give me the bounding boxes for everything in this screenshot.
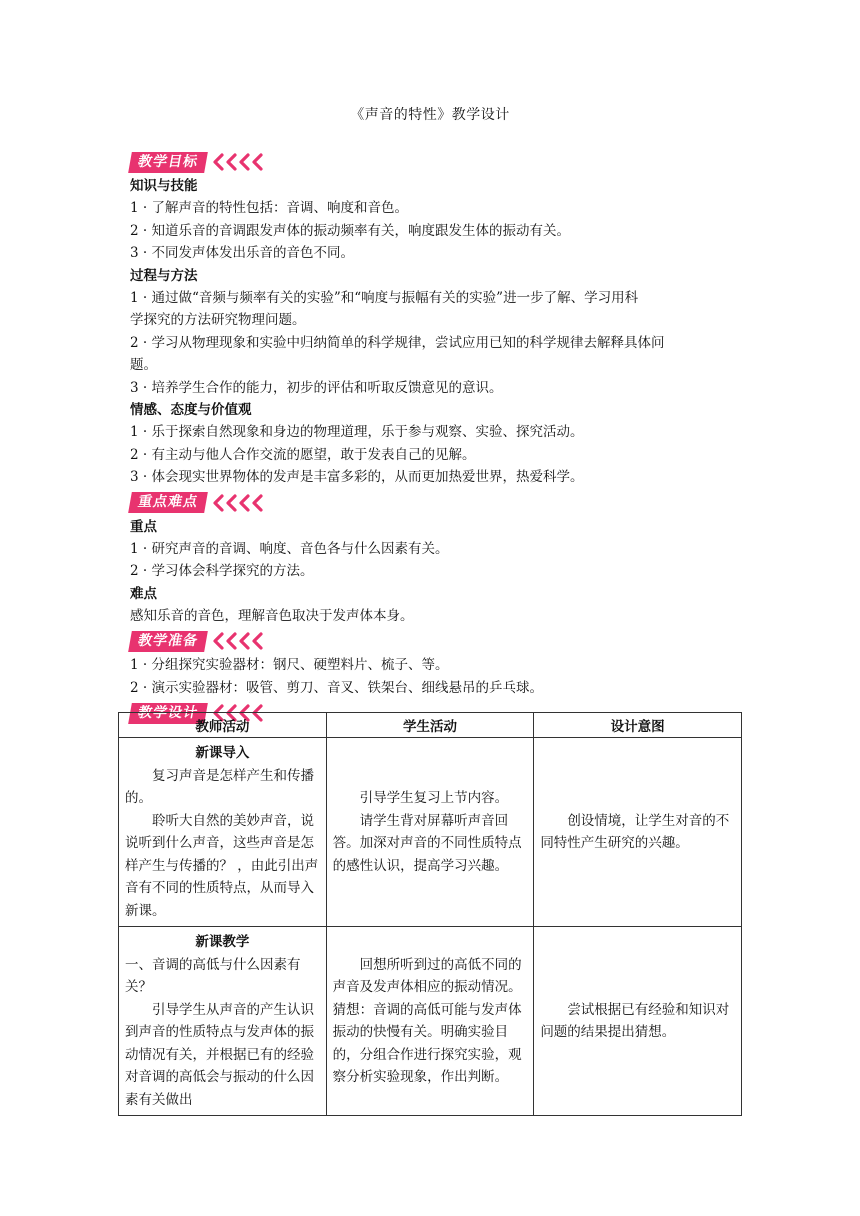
list-item: 2 · 有主动与他人合作交流的愿望，敢于发表自己的见解。 [130,446,476,463]
list-item: 1 · 研究声音的音调、响度、音色各与什么因素有关。 [130,540,449,557]
list-item: 2 · 学习体会科学探究的方法。 [130,563,314,579]
banner-label: 重点难点 [128,492,208,513]
list-item: 1 · 了解声音的特性包括：音调、响度和音色。 [130,200,408,216]
list-item: 1 · 通过做“音频与频率有关的实验”和“响度与振幅有关的实验”进一步了解、学习用科 [130,289,639,306]
cell-paragraph: 创设情境，让学生对音的不同特性产生研究的兴趣。 [540,812,730,851]
chevron-arrows-icon [212,494,264,512]
design-intent-cell [534,738,742,927]
cell-title: 新课教学 [195,934,250,950]
banner-label: 教学目标 [128,152,208,173]
list-item: 2 · 学习从物理现象和实验中归纳简单的科学规律，尝试应用已知的科学规律去解释具体问 [130,334,665,351]
list-item: 题。 [130,357,157,373]
student-activity-cell [326,738,534,927]
cell-paragraph: 一、音调的高低与什么因素有关？ [125,956,301,995]
chevron-left-icon [251,153,263,171]
teacher-activity-cell [119,738,327,927]
cell-paragraph: 聆听大自然的美妙声音，说说听到什么声音，这些声音是怎样产生与传播的？ ，由此引出声音有不同的性质特点，从而导入新课。 [125,812,319,919]
chevron-left-icon [225,153,237,171]
table-row [119,738,742,927]
chevron-left-icon [212,153,224,171]
chevron-arrows-icon [212,153,264,171]
section-banner-key-points [130,491,740,515]
list-item: 感知乐音的音色，理解音色取决于发声体本身。 [130,607,414,624]
document-body [130,148,740,726]
cell-paragraph: 引导学生从声音的产生认识到声音的性质特点与发声体的振动情况有关，并根据已有的经验对音调的高低会与振动的什么因素有关做出 [125,1001,314,1108]
subheading-process: 过程与方法 [130,267,198,284]
cell-paragraph: 回想所听到过的高低不同的声音及发声体相应的振动情况。猜想：音调的高低可能与发声体振动的快慢有关。明确实验目的，分组合作进行探究实验，观察分析实验现象，作出判断。 [332,956,522,1085]
design-intent-cell [534,927,742,1116]
cell-paragraph: 引导学生复习上节内容。 [359,790,509,806]
cell-title: 新课导入 [195,745,250,761]
list-item: 2 · 知道乐音的音调跟发声体的振动频率有关，响度跟发生体的振动有关。 [130,222,570,239]
column-header: 设计意图 [534,713,742,738]
chevron-left-icon [212,494,224,512]
chevron-left-icon [238,632,250,650]
section-banner-preparation [130,629,740,653]
cell-paragraph: 尝试根据已有经验和知识对问题的结果提出猜想。 [540,1001,730,1040]
lesson-design-table [118,712,742,1116]
teacher-activity-cell [119,927,327,1116]
chevron-left-icon [251,494,263,512]
subheading-key: 重点 [130,518,157,535]
list-item: 学探究的方法研究物理问题。 [130,312,306,328]
chevron-left-icon [251,632,263,650]
chevron-left-icon [238,153,250,171]
column-header: 学生活动 [326,713,534,738]
list-item: 3 · 不同发声体发出乐音的音色不同。 [130,245,354,261]
column-header: 教师活动 [119,713,327,738]
list-item: 3 · 体会现实世界物体的发声是丰富多彩的，从而更加热爱世界，热爱科学。 [130,469,584,485]
student-activity-cell [326,927,534,1116]
cell-paragraph: 请学生背对屏幕听声音回答。加深对声音的不同性质特点的感性认识，提高学习兴趣。 [332,812,522,874]
chevron-left-icon [238,494,250,512]
cell-paragraph: 复习声音是怎样产生和传播的。 [125,767,314,806]
subheading-attitude: 情感、态度与价值观 [130,402,252,418]
banner-label: 教学准备 [128,631,208,652]
list-item: 1 · 分组探究实验器材：钢尺、硬塑料片、梳子、等。 [130,657,449,673]
chevron-arrows-icon [212,632,264,650]
section-banner-objectives [130,150,740,174]
chevron-left-icon [225,494,237,512]
chevron-left-icon [225,632,237,650]
table-row [119,927,742,1116]
table-header-row [119,713,742,738]
subheading-knowledge: 知识与技能 [130,178,198,194]
chevron-left-icon [212,632,224,650]
list-item: 2 · 演示实验器材：吸管、剪刀、音叉、铁架台、细线悬吊的乒乓球。 [130,679,543,696]
list-item: 1 · 乐于探索自然现象和身边的物理道理，乐于参与观察、实验、探究活动。 [130,424,584,440]
document-title: 《声音的特性》教学设计 [350,107,510,123]
list-item: 3 · 培养学生合作的能力，初步的评估和听取反馈意见的意识。 [130,379,503,396]
banner-label: 教学设计 [128,703,208,724]
subheading-difficulty: 难点 [130,585,157,602]
